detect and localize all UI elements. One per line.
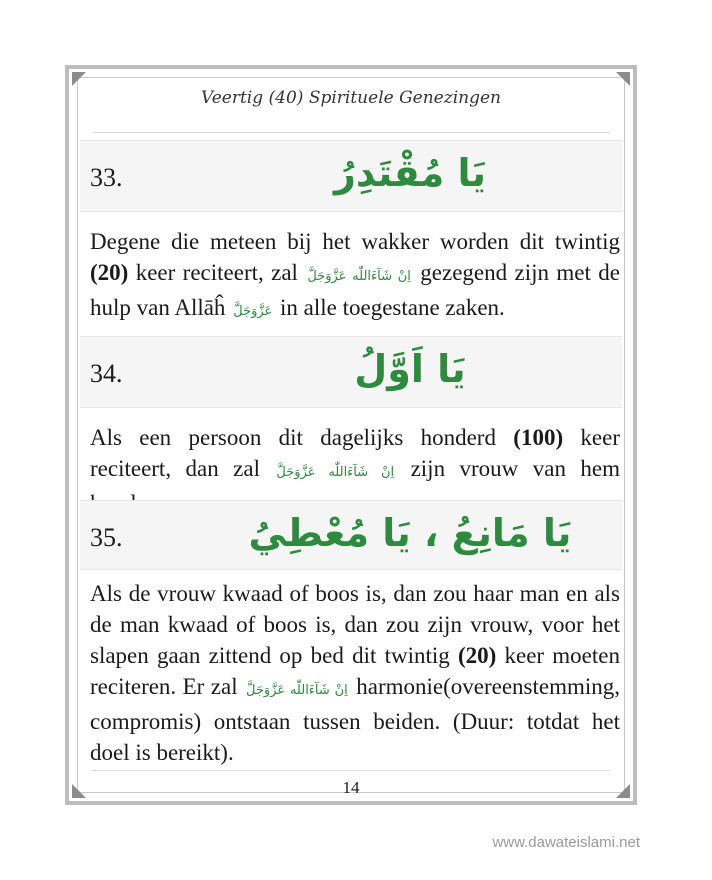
section-heading-35 bbox=[80, 500, 622, 570]
footer-url: www.dawateislami.net bbox=[492, 834, 640, 851]
text-run: in alle toegestane zaken. bbox=[274, 295, 505, 320]
arabic-inline-phrase: اِنْ شَآءَاللّٰه عَزَّوَجَلَّ bbox=[246, 683, 348, 698]
arabic-inline-phrase: اِنْ شَآءَاللّٰه عَزَّوَجَلَّ bbox=[276, 465, 395, 480]
arabic-inline-phrase: اِنْ شَآءَاللّٰه عَزَّوَجَلَّ bbox=[307, 269, 411, 284]
text-run: Als een persoon dit dagelijks honderd bbox=[90, 425, 514, 450]
section-heading-34 bbox=[80, 336, 622, 408]
section-arabic-title: يَا اَوَّلُ bbox=[354, 347, 466, 391]
page-number: 14 bbox=[342, 778, 360, 797]
arabic-inline-phrase: عَزَّوَجَلَّ bbox=[233, 304, 273, 319]
corner-ornament-top-left bbox=[72, 72, 86, 86]
text-bold: (20) bbox=[90, 260, 129, 285]
text-run: keer reciteert, dan zal bbox=[90, 425, 621, 481]
text-bold: (100) bbox=[513, 425, 564, 450]
header-title: Veertig (40) Spirituele Genezingen bbox=[201, 88, 501, 108]
text-run: keer moeten reciteren. Er zal bbox=[90, 643, 620, 699]
section-arabic-title: يَا مُقْتَدِرُ bbox=[334, 151, 486, 195]
section-heading-33 bbox=[80, 140, 622, 212]
section-arabic-title: يَا مَانِعُ ، يَا مُعْطِيُ bbox=[248, 511, 572, 555]
text-run: keer reciteert, zal bbox=[128, 260, 306, 285]
text-run: harmonie(overeenstemming, compromis) ontstaan tussen beiden. (Duur: totdat het doel is bereikt). bbox=[90, 674, 620, 765]
text-run: Als de vrouw kwaad of boos is, dan zou haar man en als de man kwaad of boos is, dan zou zijn vrouw, voor het slapen gaan zittend op bed dit twintig bbox=[90, 581, 620, 668]
section-text-35 bbox=[90, 578, 620, 768]
text-run: zijn vrouw van hem bbox=[410, 456, 620, 481]
section-number: 35. bbox=[90, 523, 123, 552]
text-run: Degene die meteen bij het wakker worden dit twintig bbox=[90, 229, 620, 254]
corner-ornament-top-right bbox=[616, 72, 630, 86]
text-bold: (20) bbox=[457, 643, 497, 668]
section-text-33 bbox=[90, 226, 620, 327]
section-number: 34. bbox=[90, 359, 123, 388]
section-number: 33. bbox=[90, 163, 123, 192]
header-divider bbox=[92, 132, 610, 133]
text-run: gezegend zijn met de hulp van Allāĥ bbox=[90, 260, 620, 320]
footer-divider bbox=[92, 770, 610, 771]
